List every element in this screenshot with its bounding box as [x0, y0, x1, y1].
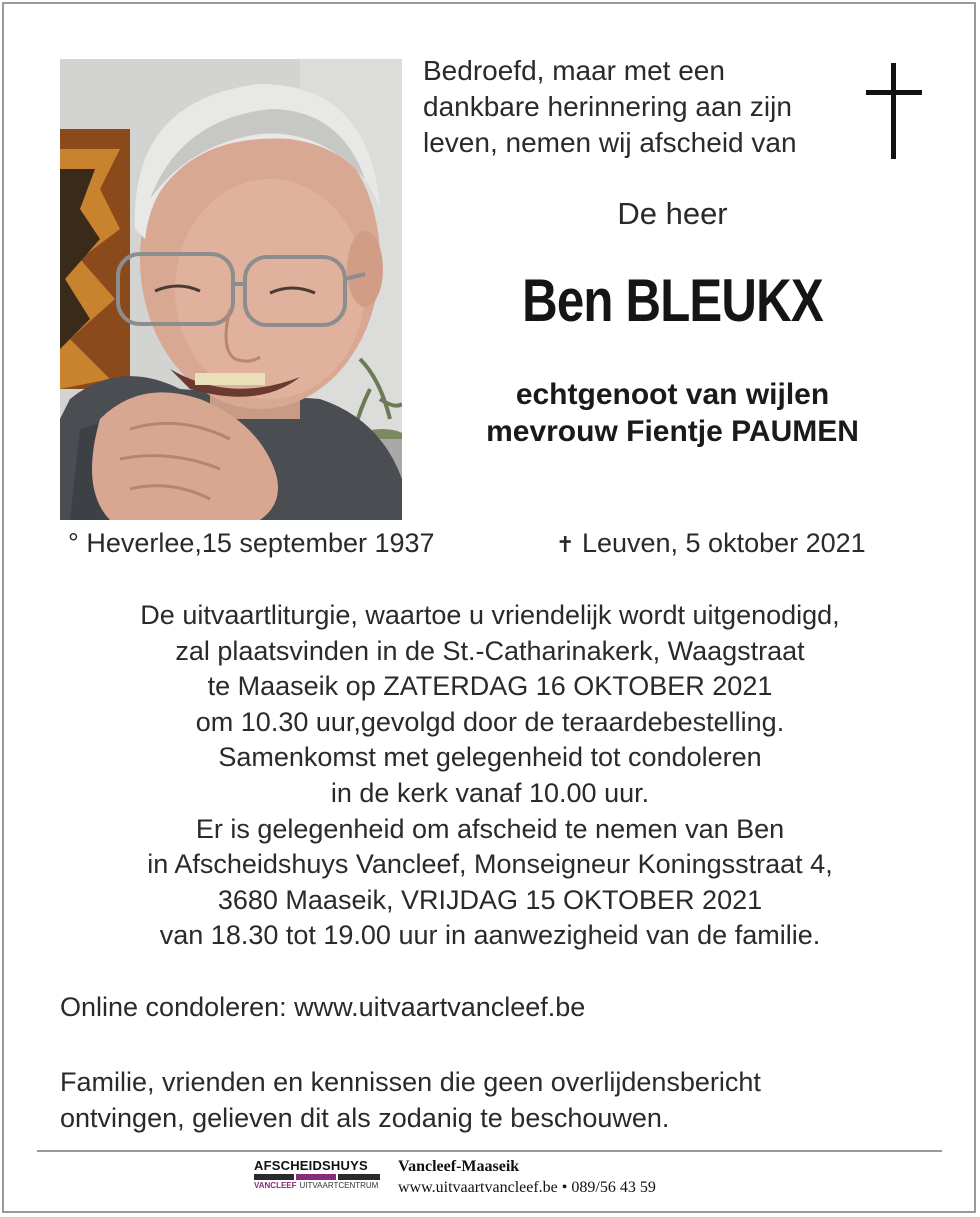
logo-bar: [338, 1174, 380, 1180]
footer-divider: [37, 1150, 942, 1152]
birth-symbol: °: [68, 528, 79, 558]
service-line: zal plaatsvinden in de St.-Catharinakerk, Waagstraat: [175, 635, 805, 666]
service-line: van 18.30 tot 19.00 uur in aanwezigheid van de familie.: [159, 920, 821, 951]
intro-line: leven, nemen wij afscheid van: [423, 127, 797, 158]
logo-subtitle: [254, 1181, 382, 1190]
intro-text: [423, 53, 853, 161]
spouse-line: echtgenoot van wijlen: [515, 378, 830, 411]
company-name: Vancleef-Maaseik: [398, 1158, 520, 1175]
spouse-line: mevrouw Fientje PAUMEN: [486, 415, 859, 448]
portrait-photo: [60, 59, 402, 520]
intro-line: dankbare herinnering aan zijn: [423, 91, 792, 122]
spouse-info: [410, 376, 935, 450]
service-line: te Maaseik op ZATERDAG 16 OKTOBER 2021: [207, 671, 773, 702]
funeral-home-logo: [254, 1158, 382, 1190]
service-line: Samenkomst met gelegenheid tot condoleren: [218, 742, 762, 773]
salutation: De heer: [617, 196, 728, 231]
service-line: in Afscheidshuys Vancleef, Monseigneur Koningsstraat 4,: [147, 849, 833, 880]
family-notice: [60, 1064, 761, 1136]
footer-info: [398, 1157, 656, 1199]
service-line: De uitvaartliturgie, waartoe u vriendelijk wordt uitgenodigd,: [140, 600, 840, 630]
service-details: [40, 598, 940, 954]
logo-sub-name: VANCLEEF: [254, 1181, 297, 1190]
family-line: Familie, vrienden en kennissen die geen overlijdensbericht: [60, 1067, 761, 1097]
online-condolences: Online condoleren: www.uitvaartvancleef.be: [60, 992, 586, 1022]
death-symbol: ✝: [556, 532, 575, 557]
death-date: [556, 528, 866, 559]
logo-title: AFSCHEIDSHUYS: [254, 1158, 368, 1173]
deceased-name: Ben BLEUKX: [522, 267, 823, 334]
logo-bars: [254, 1174, 382, 1180]
intro-line: Bedroefd, maar met een: [423, 55, 725, 86]
service-line: in de kerk vanaf 10.00 uur.: [330, 777, 650, 808]
service-line: om 10.30 uur,gevolgd door de teraardebestelling.: [195, 706, 785, 737]
service-line: 3680 Maaseik, VRIJDAG 15 OKTOBER 2021: [217, 884, 763, 915]
birth-text: Heverlee,15 september 1937: [86, 528, 435, 558]
birth-date: [68, 528, 435, 559]
latin-cross-icon: [866, 63, 922, 164]
logo-bar: [254, 1174, 294, 1180]
logo-bar: [296, 1174, 336, 1180]
service-line: Er is gelegenheid om afscheid te nemen van Ben: [195, 813, 785, 844]
portrait-illustration: [60, 59, 402, 520]
death-text: Leuven, 5 oktober 2021: [581, 528, 866, 558]
family-line: ontvingen, gelieven dit als zodanig te beschouwen.: [60, 1103, 670, 1133]
company-contact: www.uitvaartvancleef.be • 089/56 43 59: [398, 1179, 656, 1196]
logo-sub-type: UITVAARTCENTRUM: [299, 1181, 379, 1190]
